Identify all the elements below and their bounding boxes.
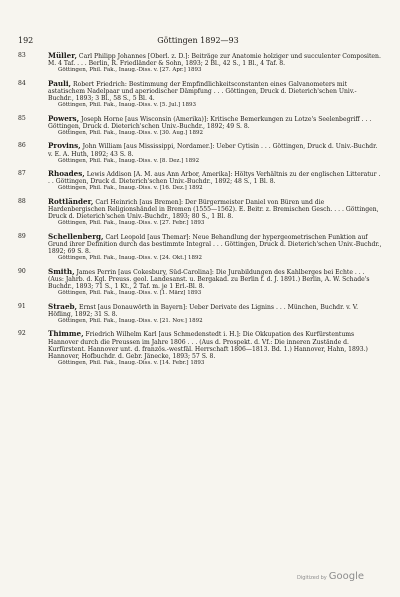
list-item [18, 115, 382, 137]
entry-text: Carl Philipp Johannes [Oberl. z. D.]: Beiträge zur Anatomie holziger und succulenter Compositen. M. 4 Taf. . . . Berlin, R. Friedländer & Sohn, 1893; 2 Bl., 42 S., 1 Bl., 4 Taf. 8. [48, 53, 381, 68]
entry-meta: Göttingen, Phil. Fak., Inaug.-Diss. v. [27. Febr.] 1893 [58, 220, 205, 227]
author-surname: Rhoades, [48, 169, 85, 179]
list-item [18, 268, 382, 297]
entry-number: 84 [18, 79, 26, 87]
author-surname: Pauli, [48, 78, 72, 88]
entry-meta: Göttingen, Phil. Fak., Inaug.-Diss. v. [1. März] 1893 [58, 290, 202, 297]
entry-meta: Göttingen, Phil. Fak., Inaug.-Diss. v. [24. Okt.] 1892 [58, 255, 203, 262]
entry-text: Joseph Horne [aus Wisconsin (Amerika)]: Kritische Bemerkungen zu Lotze's Seelenbegriff . . . Göttingen, Druck d. Dieterich'schen Univ.-Buchdr., 1892; 49 S. 8. [48, 115, 372, 130]
author-surname: Schellenberg, [48, 231, 104, 241]
author-surname: Müller, [48, 51, 77, 60]
entry-number: 89 [18, 232, 26, 240]
entry-text: Lewis Addison [A. M. aus Ann Arbor, Amerika]: Höltys Verhältnis zu der englischen Litteratur . . . Göttingen, Druck d. Dieterich'schen Univ.-Buchdr., 1892; 48 S., 1 Bl. 8. [48, 171, 381, 186]
list-item [18, 142, 382, 164]
entry-number: 91 [18, 302, 26, 310]
dissertation-list [18, 52, 382, 372]
page-number: 192 [18, 36, 34, 45]
list-item [18, 170, 382, 192]
entry-number: 85 [18, 114, 26, 122]
entry-meta: Göttingen, Phil. Fak., Inaug.-Diss. v. [30. Aug.] 1892 [58, 129, 204, 136]
entry-number: 87 [18, 170, 26, 178]
entry-text: James Perrin [aus Cokesbury, Süd-Carolina]: Die Jurabildungen des Kahlberges bei Echte . . . (Aus: Jahrb. d. Kgl. Preuss. geol. Landesanst. u. Bergakad. zu Berlin f. d. J. 1891.) Berlin, A. W. Schade's Buchdr., 1893; 71 S., 1 Kt., 2 Taf. m. je 1 Erl.-Bl. 8. [48, 268, 370, 290]
entry-meta: Göttingen, Phil. Fak., Inaug.-Diss. v. [8. Dez.] 1892 [58, 157, 200, 164]
entry-meta: Göttingen, Phil. Fak., Inaug.-Diss. v. [16. Dez.] 1892 [58, 185, 203, 192]
entry-text: Robert Friedrich: Bestimmung der Empfindlichkeitsconstanten eines Galvanometers mit astatischem Nadelpaar und aperiodischer Dämpfung . . . Göttingen, Druck d. Dieterich'schen Univ.-Buchdr., 1893; 3 Bl., 58 S., 5 Bl. 4. [48, 80, 357, 102]
running-title: Göttingen 1892—93 [157, 36, 239, 45]
entry-text: Friedrich Wilhelm Karl [aus Schmedenstedt i. H.]: Die Okkupation des Kurfürstentums Hannover durch die Preussen im Jahre 1806 . . . (Aus d. Prospekt. d. Vf.: Die inneren Zustände d. Kurfürstent. Hannover unt. d. französ.-westfäl. Herrschaft 1806—1813. Bd. 1.) Hannover, Hahn, 1893.) Hannover, Hofbuchdr. d. Gebr. Jänecke, 1893; 57 S. 8. [48, 331, 368, 360]
entry-meta: Göttingen, Phil. Fak., Inaug.-Diss. v. [5. Jul.] 1893 [58, 102, 197, 109]
google-watermark [297, 571, 364, 582]
entry-text: Ernst [aus Donauwörth in Bayern]: Ueber Derivate des Lignins . . . München, Buchdr. v. V. Höfling, 1892; 31 S. 8. [48, 303, 359, 318]
entry-meta: Göttingen, Phil. Fak., Inaug.-Diss. v. [27. Apr.] 1893 [58, 67, 202, 74]
list-item [18, 198, 382, 227]
entry-number: 86 [18, 142, 26, 150]
author-surname: Rottländer, [48, 197, 94, 206]
list-item [18, 233, 382, 262]
entry-number: 88 [18, 198, 26, 205]
list-item [18, 330, 382, 366]
google-logo-text: Google [328, 571, 364, 582]
author-surname: Thimme, [48, 329, 84, 339]
list-item [18, 80, 382, 109]
entry-number: 92 [18, 330, 26, 338]
entry-number: 90 [18, 267, 26, 275]
entry-text: Carl Leopold [aus Themar]: Neue Behandlung der hypergeometrischen Funktion auf Grund ihrer Definition durch das bestimmte Integral . . . Göttingen, Druck d. Dieterich'schen Univ.-Buchdr., 1892; 69 S. 8. [48, 233, 382, 256]
list-item [18, 52, 382, 74]
digitized-by-label: Digitized by [296, 575, 327, 581]
author-surname: Provins, [48, 141, 81, 151]
list-item [18, 303, 382, 325]
entry-text: John William [aus Mississippi, Nordamer.]: Ueber Cytisin . . . Göttingen, Druck d. Univ.-Buchdr. v. E. A. Huth, 1892; 43 S. 8. [48, 143, 378, 158]
entry-text: Carl Heinrich [aus Bremen]: Der Bürgermeister Daniel von Büren und die Hardenbergischen Religionshändel in Bremen (1555—1562). E. Beitr. z. Bremischen Gesch. . . . Göttingen, Druck d. Dieterich'schen Univ.-Buchdr., 1893; 80 S., 1 Bl. 8. [48, 199, 379, 221]
entry-meta: Göttingen, Phil. Fak., Inaug.-Diss. v. [21. Nov.] 1892 [58, 317, 203, 324]
entry-number: 83 [18, 52, 26, 59]
author-surname: Straeb, [48, 301, 78, 311]
author-surname: Smith, [48, 266, 75, 276]
entry-meta: Göttingen, Phil. Fak., Inaug.-Diss. v. [14. Febr.] 1893 [58, 359, 205, 366]
author-surname: Powers, [48, 113, 80, 123]
